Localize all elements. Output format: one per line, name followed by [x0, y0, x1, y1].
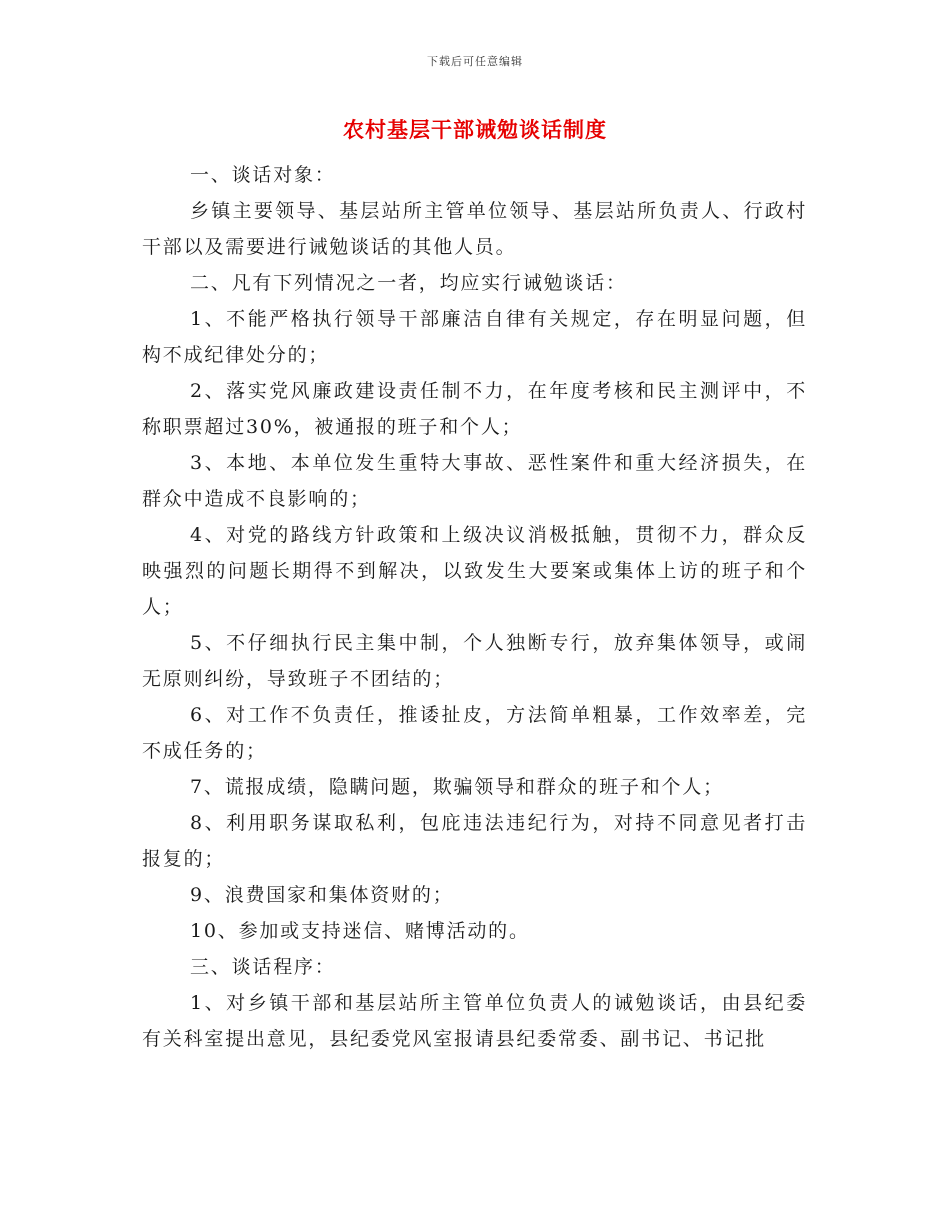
list-item: 4、对党的路线方针政策和上级决议消极抵触，贯彻不力，群众反映强烈的问题长期得不到解决，以致发生大要案或集体上访的班子和个人；: [142, 524, 807, 618]
paragraph: 乡镇主要领导、基层站所主管单位领导、基层站所负责人、行政村干部以及需要进行诫勉谈话的其他人员。: [142, 200, 807, 258]
section-heading-procedure: 三、谈话程序：: [190, 956, 336, 978]
document-title: 农村基层干部诫勉谈话制度: [343, 117, 607, 142]
list-item: 7、谎报成绩，隐瞒问题，欺骗领导和群众的班子和个人；: [190, 776, 724, 798]
list-item: 1、对乡镇干部和基层站所主管单位负责人的诫勉谈话，由县纪委有关科室提出意见，县纪委党风室报请县纪委常委、副书记、书记批: [142, 992, 807, 1050]
list-item: 10、参加或支持迷信、赌博活动的。: [190, 920, 530, 942]
list-item: 6、对工作不负责任，推诿扯皮，方法简单粗暴，工作效率差，完不成任务的；: [142, 704, 807, 762]
list-item: 3、本地、本单位发生重特大事故、恶性案件和重大经济损失，在群众中造成不良影响的；: [142, 452, 807, 510]
section-heading-target: 一、谈话对象：: [190, 164, 336, 186]
document-body: [142, 157, 807, 1057]
list-item: 5、不仔细执行民主集中制，个人独断专行，放弃集体领导，或闹无原则纠纷，导致班子不团结的；: [142, 632, 807, 690]
list-item: 2、落实党风廉政建设责任制不力，在年度考核和民主测评中，不称职票超过30%，被通报的班子和个人；: [142, 380, 807, 438]
section-heading-conditions: 二、凡有下列情况之一者，均应实行诫勉谈话：: [190, 272, 627, 294]
list-item: 8、利用职务谋取私利，包庇违法违纪行为，对持不同意见者打击报复的；: [142, 812, 807, 870]
list-item: 1、不能严格执行领导干部廉洁自律有关规定，存在明显问题，但构不成纪律处分的；: [142, 308, 807, 366]
list-item: 9、浪费国家和集体资财的；: [190, 884, 454, 906]
page-header-note: 下载后可任意编辑: [427, 55, 523, 68]
